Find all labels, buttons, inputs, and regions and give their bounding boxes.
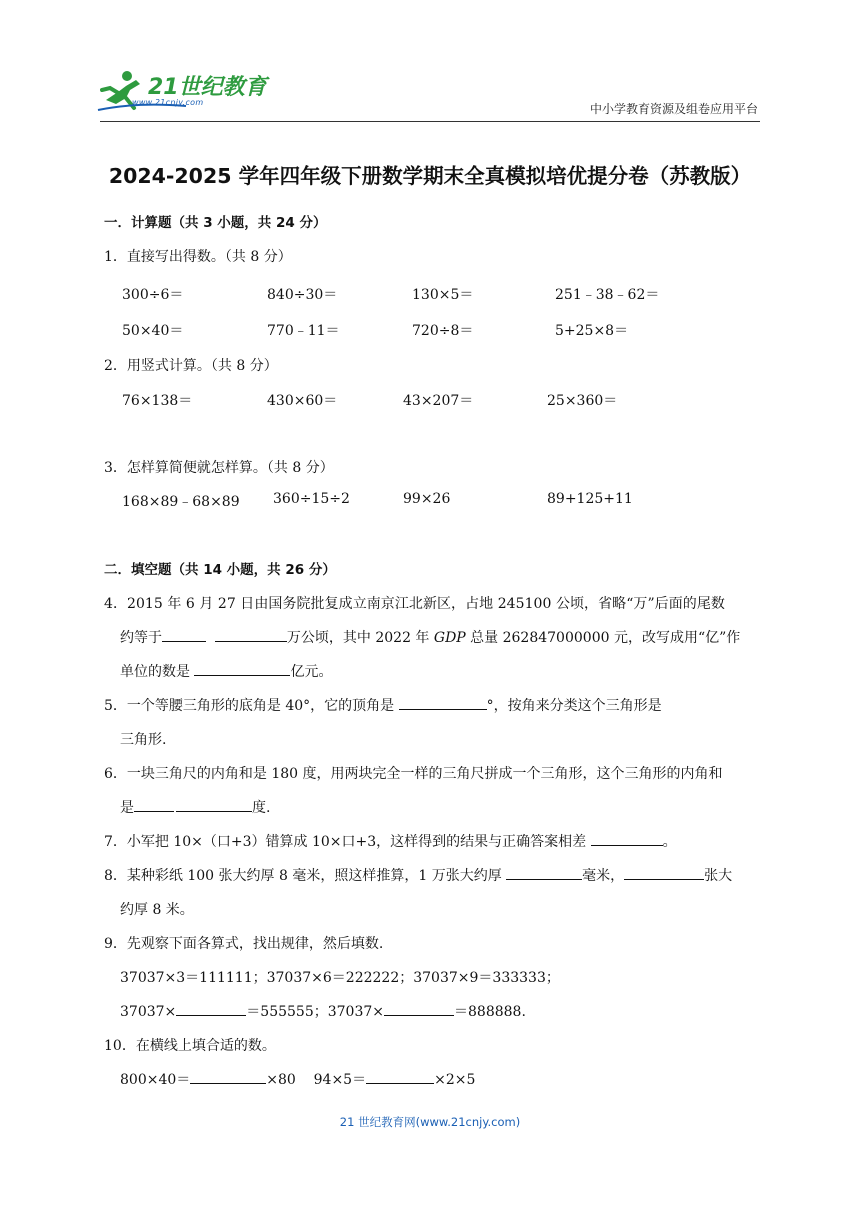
platform-label: 中小学教育资源及组卷应用平台 [589,102,758,116]
logo-text: 21世纪教育 [148,75,267,100]
q5-text: °，按角来分类这个三角形是 [486,698,662,714]
q8-line-2: 约厚 8 米。 [120,902,194,918]
q10-line [120,1069,475,1089]
q1-stem: 1．直接写出得数。（共 8 分） [104,249,292,265]
q4-line-3 [120,661,332,681]
logo-url: www.21cnjy.com [132,98,204,107]
q10-stem: 10．在横线上填合适的数。 [104,1038,276,1054]
q4-text: 约等于 [120,630,162,646]
q4-text: 亿元。 [290,664,333,680]
q2-stem: 2．用竖式计算。（共 8 分） [104,358,278,374]
answer-blank[interactable] [506,865,582,880]
q9-stem: 9．先观察下面各算式，找出规律，然后填数. [104,936,384,952]
q1-item: 720÷8＝ [412,323,474,339]
q3-item: 360÷15÷2 [273,491,350,507]
answer-blank[interactable] [134,797,174,812]
answer-blank[interactable] [215,627,287,642]
q1-item: 840÷30＝ [267,287,338,303]
q3-stem: 3．怎样算简便就怎样算。（共 8 分） [104,460,334,476]
q9-line-2 [120,1001,526,1021]
q6-text: 是 [120,800,134,816]
answer-blank[interactable] [384,1001,454,1016]
page-title: 2024-2025 学年四年级下册数学期末全真模拟培优提分卷（苏教版） [108,164,752,188]
q9-text: ＝888888. [454,1004,526,1020]
section-heading-1: 一．计算题（共 3 小题，共 24 分） [104,215,327,231]
q6-text: 度. [252,800,271,816]
q8-line-1 [104,865,732,885]
q3-item: 99×26 [403,491,451,507]
q4-text: 单位的数是 [120,664,195,680]
q10-text: ×80 [266,1072,296,1088]
q9-line-1: 37037×3＝111111；37037×6＝222222；37037×9＝333333； [120,970,560,986]
answer-blank[interactable] [176,1001,246,1016]
header-divider [100,121,760,122]
q7-line [104,831,677,851]
answer-blank[interactable] [190,1069,266,1084]
q1-item: 300÷6＝ [122,287,184,303]
section-heading-2: 二．填空题（共 14 小题，共 26 分） [104,562,336,578]
q5-text: 5．一个等腰三角形的底角是 40°，它的顶角是 [104,698,399,714]
footer-link[interactable]: 21 世纪教育网(www.21cnjy.com) [339,1115,521,1129]
q1-item: 251﹣38﹣62＝ [555,287,660,303]
q4-text: 总量 262847000000 元，改写成用“亿”作 [465,630,741,646]
q9-text: 37037× [120,1004,177,1020]
answer-blank[interactable] [366,1069,434,1084]
q1-item: 130×5＝ [412,287,474,303]
q10-text: 800×40＝ [120,1072,191,1088]
answer-blank[interactable] [399,695,487,710]
q5-line-2: 三角形. [120,732,167,748]
q2-item: 76×138＝ [122,393,193,409]
q10-text: ×2×5 [434,1072,476,1088]
q4-line-2 [120,627,740,647]
q7-text: 。 [662,834,677,850]
q4-gdp: GDP [433,630,466,646]
answer-blank[interactable] [624,865,704,880]
q2-item: 43×207＝ [403,393,474,409]
q10-text: 94×5＝ [313,1072,367,1088]
q1-item: 770﹣11＝ [267,323,340,339]
answer-blank[interactable] [591,831,663,846]
q1-item: 50×40＝ [122,323,184,339]
q9-text: ＝555555；37037× [246,1004,384,1020]
q8-text: 张大 [704,868,733,884]
q7-text: 7．小军把 10×（口+3）错算成 10×口+3，这样得到的结果与正确答案相差 [104,834,591,850]
answer-blank[interactable] [162,627,206,642]
q1-item: 5+25×8＝ [555,323,629,339]
answer-blank[interactable] [176,797,252,812]
q4-text: 万公顷，其中 2022 年 [286,630,434,646]
q5-line-1 [104,695,662,715]
q6-line-1: 6．一块三角尺的内角和是 180 度，用两块完全一样的三角尺拼成一个三角形，这个三角形的内角和 [104,766,723,782]
q3-item: 89+125+11 [547,491,633,507]
q2-item: 25×360＝ [547,393,618,409]
q3-item: 168×89﹣68×89 [122,494,240,510]
answer-blank[interactable] [194,661,290,676]
q8-text: 8．某种彩纸 100 张大约厚 8 毫米，照这样推算，1 万张大约厚 [104,868,507,884]
q8-text: 毫米， [582,868,625,884]
q6-line-2 [120,797,270,817]
q4-line-1: 4．2015 年 6 月 27 日由国务院批复成立南京江北新区，占地 245100 公顷，省略“万”后面的尾数 [104,596,725,612]
q2-item: 430×60＝ [267,393,338,409]
